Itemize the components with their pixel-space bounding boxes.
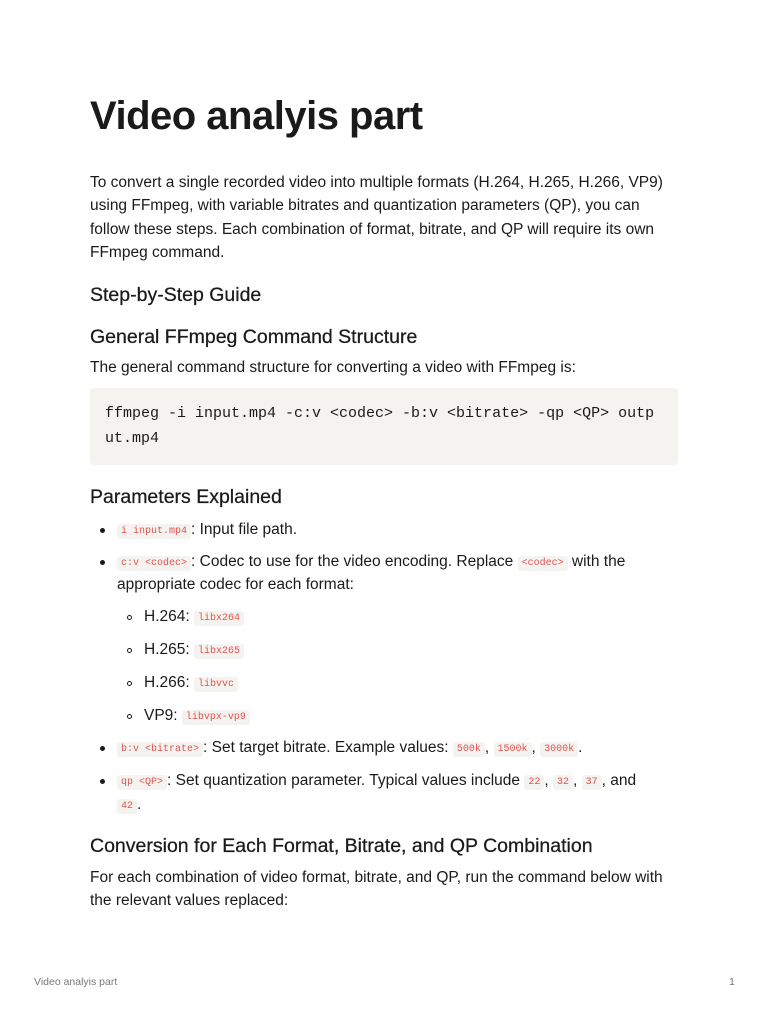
format-item-vp9: VP9: libvpx-vp9	[144, 704, 250, 729]
conversion-text: For each combination of video format, bitrate, and QP, run the command below with the relevant values replaced:	[90, 869, 663, 910]
list-item-codec: c:v <codec> : Codec to use for the video encoding. Replace <codec> with the	[117, 550, 625, 575]
code-32: 32	[553, 775, 573, 790]
code-libvpx-vp9: libvpx-vp9	[182, 710, 250, 725]
format-item-h265: H.265: libx265	[144, 638, 244, 663]
bullet-icon	[100, 779, 105, 784]
code-libvvc: libvvc	[194, 677, 238, 692]
footer-title: Video analyis part	[34, 976, 118, 988]
circle-bullet-icon	[127, 615, 132, 620]
heading-parameters-explained: Parameters Explained	[90, 486, 282, 508]
code-500k: 500k	[453, 742, 485, 757]
code-42: 42	[117, 799, 137, 814]
code-37: 37	[582, 775, 602, 790]
code-input: i input.mp4	[117, 524, 191, 539]
intro-paragraph: To convert a single recorded video into multiple formats (H.264, H.265, H.266, VP9) using FFmpeg, with variable bitrates and quantization parameters (QP), you can follow these steps. Each combination of format, bitrate, and QP will require its own FFmpeg command.	[90, 174, 663, 261]
list-item-codec-continued: appropriate codec for each format:	[117, 576, 354, 593]
code-22: 22	[524, 775, 544, 790]
bullet-icon	[100, 560, 105, 565]
list-item-qp-continued: 42 .	[117, 793, 141, 818]
circle-bullet-icon	[127, 681, 132, 686]
bullet-icon	[100, 746, 105, 751]
heading-conversion: Conversion for Each Format, Bitrate, and QP Combination	[90, 835, 593, 857]
command-code-block: ffmpeg -i input.mp4 -c:v <codec> -b:v <bitrate> -qp <QP> output.mp4	[90, 388, 678, 465]
code-libx264: libx264	[194, 611, 244, 626]
footer-page-number: 1	[729, 976, 735, 988]
code-1500k: 1500k	[494, 742, 532, 757]
format-item-h266: H.266: libvvc	[144, 671, 238, 696]
code-codec: c:v <codec>	[117, 556, 191, 571]
list-item-qp: qp <QP> : Set quantization parameter. Typical values include 22 , 32 , 37 , and	[117, 769, 636, 794]
circle-bullet-icon	[127, 714, 132, 719]
circle-bullet-icon	[127, 648, 132, 653]
general-command-text: The general command structure for converting a video with FFmpeg is:	[90, 359, 576, 376]
format-item-h264: H.264: libx264	[144, 605, 244, 630]
bullet-icon	[100, 528, 105, 533]
code-libx265: libx265	[194, 644, 244, 659]
list-item-bitrate: b:v <bitrate> : Set target bitrate. Example values: 500k , 1500k , 3000k .	[117, 736, 582, 761]
code-bitrate: b:v <bitrate>	[117, 742, 203, 757]
heading-step-by-step-guide: Step-by-Step Guide	[90, 284, 262, 306]
code-qp: qp <QP>	[117, 775, 167, 790]
code-codec-placeholder: <codec>	[518, 556, 568, 571]
list-item-input: i input.mp4 : Input file path.	[117, 518, 297, 543]
code-3000k: 3000k	[540, 742, 578, 757]
page-title: Video analyis part	[90, 94, 423, 138]
heading-general-command-structure: General FFmpeg Command Structure	[90, 326, 418, 348]
